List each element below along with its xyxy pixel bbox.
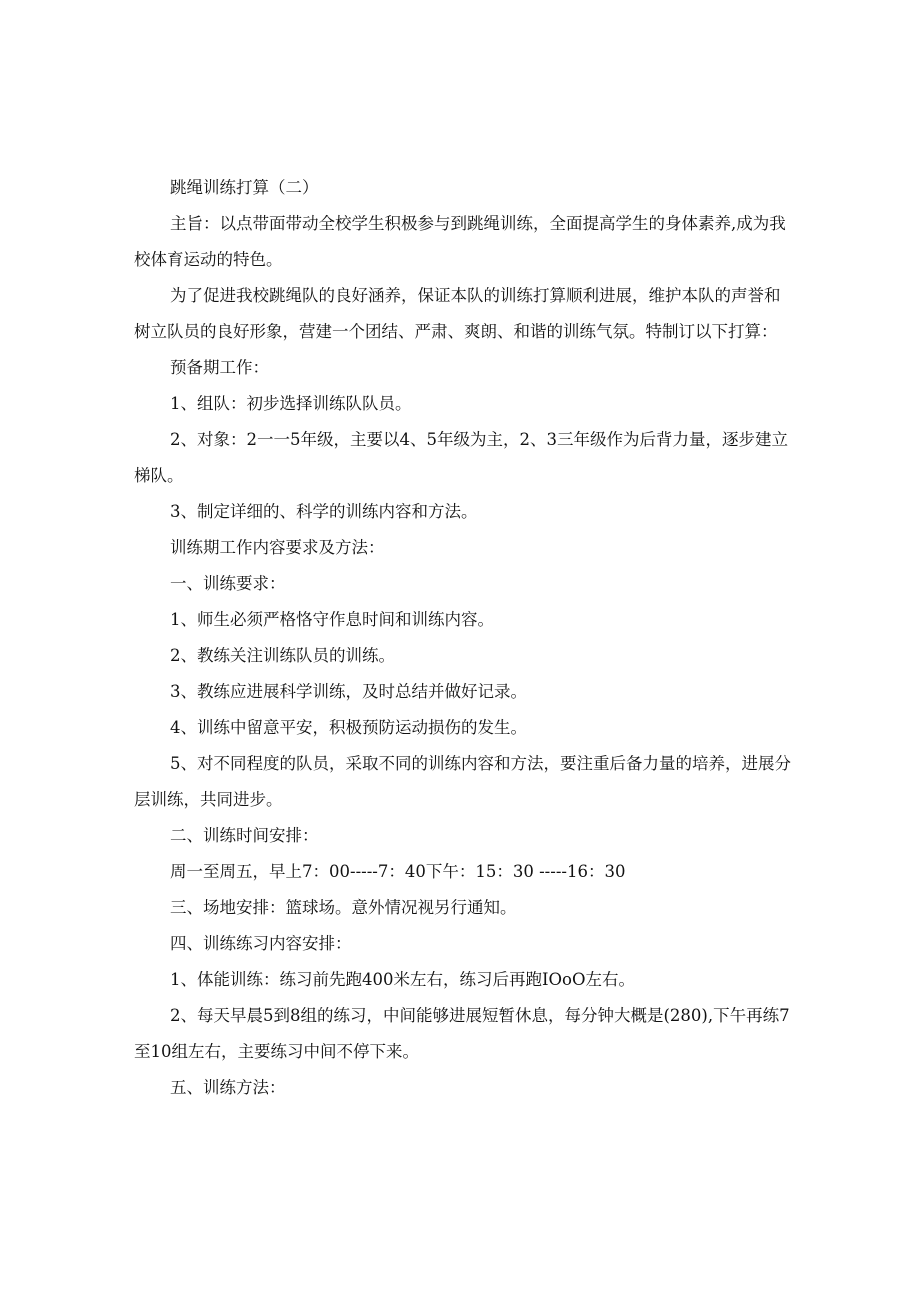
paragraph: 2、对象：2一一5年级，主要以4、5年级为主，2、3三年级作为后背力量，逐步建立梯队。 bbox=[134, 430, 788, 485]
paragraph: 5、对不同程度的队员，采取不同的训练内容和方法，要注重后备力量的培养，进展分层训练，共同进步。 bbox=[134, 754, 791, 809]
document-title: 跳绳训练打算（二） bbox=[170, 178, 319, 197]
paragraph: 五、训练方法： bbox=[170, 1078, 286, 1097]
paragraph: 1、师生必须严格恪守作息时间和训练内容。 bbox=[170, 610, 494, 629]
paragraph: 一、训练要求： bbox=[170, 574, 286, 593]
paragraph: 3、制定详细的、科学的训练内容和方法。 bbox=[170, 502, 478, 521]
paragraph: 主旨：以点带面带动全校学生积极参与到跳绳训练，全面提高学生的身体素养,成为我校体育运动的特色。 bbox=[134, 214, 786, 269]
paragraph: 4、训练中留意平安，积极预防运动损伤的发生。 bbox=[170, 718, 527, 737]
paragraph: 预备期工作： bbox=[170, 358, 269, 377]
paragraph: 训练期工作内容要求及方法： bbox=[170, 538, 385, 557]
paragraph: 2、教练关注训练队员的训练。 bbox=[170, 646, 395, 665]
paragraph: 2、每天早晨5到8组的练习，中间能够进展短暂休息，每分钟大概是(280),下午再练7至10组左右，主要练习中间不停下来。 bbox=[134, 1006, 790, 1061]
paragraph: 二、训练时间安排： bbox=[170, 826, 319, 845]
paragraph: 3、教练应进展科学训练，及时总结并做好记录。 bbox=[170, 682, 527, 701]
paragraph: 1、组队：初步选择训练队队员。 bbox=[170, 394, 412, 413]
paragraph: 三、场地安排：篮球场。意外情况视另行通知。 bbox=[170, 898, 517, 917]
paragraph: 四、训练练习内容安排： bbox=[170, 934, 352, 953]
paragraph: 为了促进我校跳绳队的良好涵养，保证本队的训练打算顺利进展，维护本队的声誉和树立队员的良好形象，营建一个团结、严肃、爽朗、和谐的训练气氛。特制订以下打算： bbox=[134, 286, 781, 341]
document-body bbox=[134, 170, 794, 1106]
paragraph: 1、体能训练：练习前先跑400米左右，练习后再跑IOoO左右。 bbox=[170, 970, 635, 989]
paragraph: 周一至周五，早上7：00-----7：40下午：15：30 -----16：30 bbox=[170, 862, 626, 881]
